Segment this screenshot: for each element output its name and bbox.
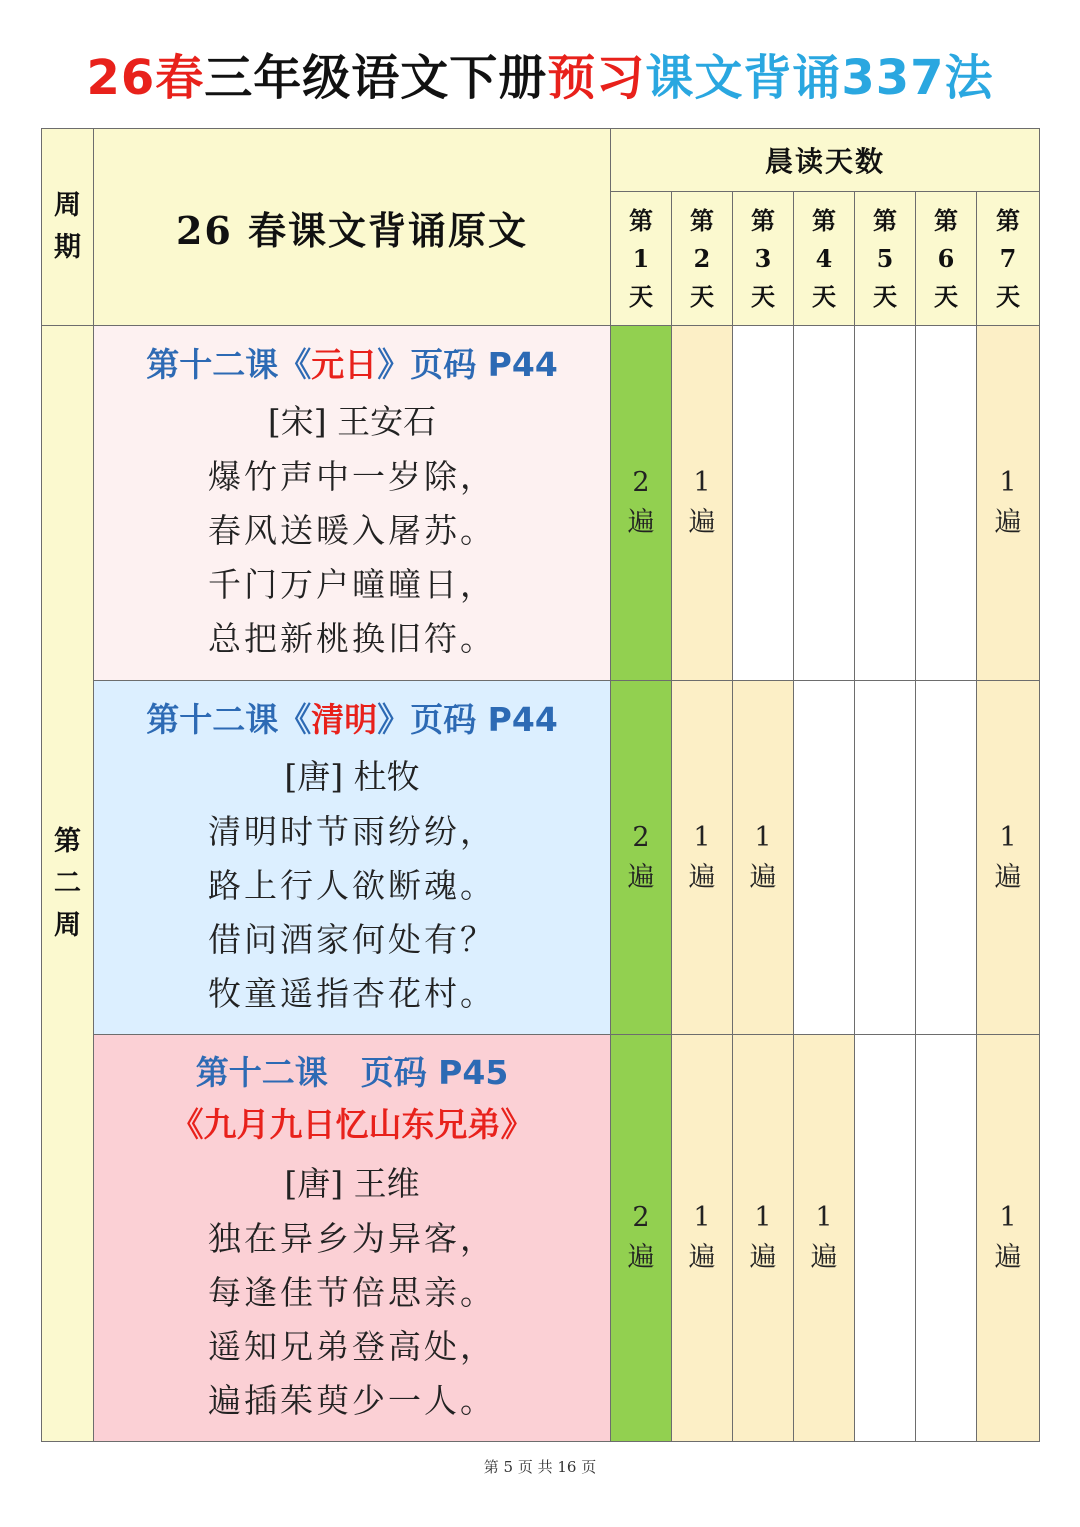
table-row [42, 1035, 1040, 1442]
count-cell [794, 681, 855, 1035]
poem-line: 借问酒家何处有？ [208, 919, 496, 959]
table-row [42, 681, 1040, 1035]
poem-title: 《九月九日忆山东兄弟》 [170, 1105, 534, 1144]
count-cell: 1 遍 [977, 681, 1040, 1035]
poem-line: 路上行人欲断魂。 [208, 865, 496, 905]
poem-line: 每逢佳节倍思亲。 [208, 1273, 496, 1312]
table-row [42, 326, 1040, 681]
poem-line: 遥知兄弟登高处， [208, 1327, 496, 1366]
title-preview: 预习 [547, 50, 646, 106]
poem-cell [94, 326, 611, 681]
count-cell [733, 326, 794, 681]
count-cell [916, 1035, 977, 1442]
poem-line: 牧童遥指杏花村。 [208, 973, 496, 1013]
count-cell: 1 遍 [794, 1035, 855, 1442]
count-cell: 1 遍 [733, 681, 794, 1035]
poem-cell [94, 681, 611, 1035]
day-header: 第 2 天 [672, 192, 733, 326]
poem-line: 千门万户曈曈日， [208, 565, 496, 604]
lesson-heading: 第十二课《清明》页码 P44 [146, 699, 558, 739]
count-cell: 2 遍 [611, 681, 672, 1035]
title-method: 课文背诵337法 [645, 50, 994, 106]
count-cell [794, 326, 855, 681]
poem-line: 爆竹声中一岁除， [208, 457, 496, 496]
count-cell [855, 681, 916, 1035]
count-cell: 1 遍 [672, 326, 733, 681]
lesson-heading: 第十二课《元日》页码 P44 [146, 345, 558, 384]
poem-line: 独在异乡为异客， [208, 1219, 496, 1258]
count-cell: 2 遍 [611, 1035, 672, 1442]
poem-author: [唐] 王维 [284, 1164, 420, 1203]
week-header-char: 期 [54, 232, 81, 263]
main-header: 26 春课文背诵原文 [94, 129, 611, 326]
day-header: 第 4 天 [794, 192, 855, 326]
count-cell [916, 326, 977, 681]
count-cell [855, 326, 916, 681]
poem-author: [唐] 杜牧 [284, 756, 420, 796]
title-grade: 三年级语文下册 [204, 50, 548, 106]
week-label: 第 二 周 [42, 326, 94, 1442]
poem-line: 总把新桃换旧符。 [208, 619, 496, 658]
poem-line: 遍插茱萸少一人。 [208, 1381, 496, 1420]
day-header: 第 5 天 [855, 192, 916, 326]
count-cell: 1 遍 [977, 1035, 1040, 1442]
day-header: 第 6 天 [916, 192, 977, 326]
count-cell [855, 1035, 916, 1442]
poem-author: [宋] 王安石 [267, 402, 437, 441]
count-cell: 1 遍 [977, 326, 1040, 681]
day-header: 第 7 天 [977, 192, 1040, 326]
lesson-heading: 第十二课 页码 P45 [195, 1053, 509, 1092]
count-cell: 1 遍 [672, 1035, 733, 1442]
day-header: 第 3 天 [733, 192, 794, 326]
title-year: 26春 [86, 50, 205, 106]
day-header: 第 1 天 [611, 192, 672, 326]
page-title [0, 38, 1080, 118]
poem-title: 清明 [311, 699, 378, 739]
count-cell: 1 遍 [672, 681, 733, 1035]
reading-days-header: 晨读天数 [611, 129, 1040, 192]
poem-title: 元日 [311, 345, 378, 384]
count-cell: 2 遍 [611, 326, 672, 681]
week-header-char: 周 [54, 190, 81, 221]
week-header [42, 129, 94, 326]
count-cell [916, 681, 977, 1035]
recitation-table [41, 128, 1040, 1442]
count-cell: 1 遍 [733, 1035, 794, 1442]
poem-line: 清明时节雨纷纷， [208, 811, 496, 851]
poem-cell [94, 1035, 611, 1442]
page-footer: 第 5 页 共 16 页 [483, 1458, 597, 1476]
poem-line: 春风送暖入屠苏。 [208, 511, 496, 550]
